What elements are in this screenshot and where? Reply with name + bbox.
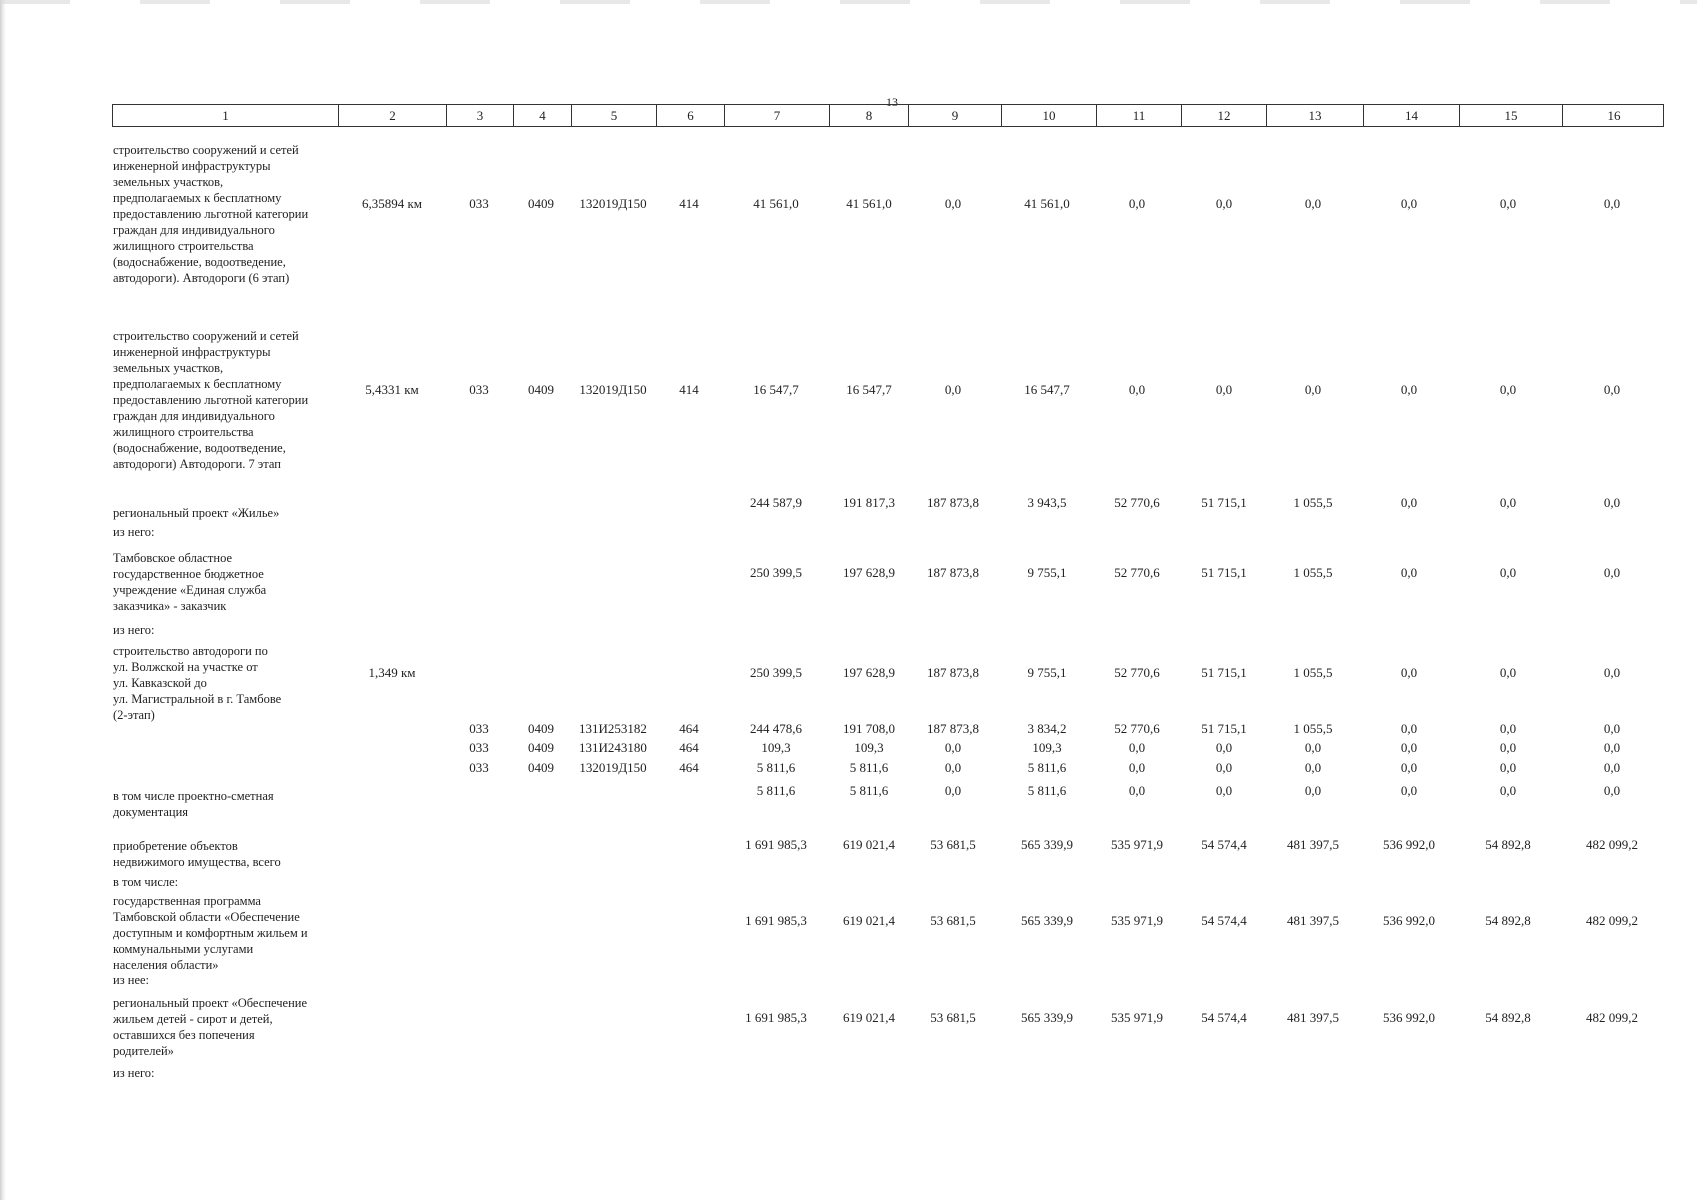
- cell-r5-c8: 197 628,9: [843, 665, 895, 680]
- cell-r3-c12: 51 715,1: [1201, 495, 1247, 510]
- cell-r7-c16: 0,0: [1603, 740, 1621, 755]
- cell-r3-c10: 3 943,5: [1027, 495, 1067, 510]
- row-description-r1: [113, 142, 343, 286]
- cell-r2-c8: 16 547,7: [846, 382, 892, 397]
- cell-r5-c14: 0,0: [1400, 665, 1418, 680]
- cell-r2-c12: 0,0: [1215, 382, 1233, 397]
- cell-r1-c7: 41 561,0: [753, 196, 799, 211]
- cell-r4-c15: 0,0: [1499, 565, 1517, 580]
- cell-r10-c15: 54 892,8: [1485, 837, 1531, 852]
- description-line: ул. Магистральной в г. Тамбове: [113, 692, 282, 706]
- cell-r10-c7: 1 691 985,3: [745, 837, 807, 852]
- cell-r5-c15: 0,0: [1499, 665, 1517, 680]
- cell-r7-c10: 109,3: [1032, 740, 1062, 755]
- cell-r4-c13: 1 055,5: [1293, 565, 1333, 580]
- cell-r5-c16: 0,0: [1603, 665, 1621, 680]
- description-line: автодороги) Автодороги. 7 этап: [113, 457, 281, 471]
- cell-r8-c15: 0,0: [1499, 760, 1517, 775]
- description-line: строительство автодороги по: [113, 644, 268, 658]
- cell-r10-c11: 535 971,9: [1111, 837, 1163, 852]
- cell-r5-c13: 1 055,5: [1293, 665, 1333, 680]
- cell-r10-c10: 565 339,9: [1021, 837, 1073, 852]
- cell-r9-c16: 0,0: [1603, 783, 1621, 798]
- cell-r11-c8: 619 021,4: [843, 913, 895, 928]
- description-line: доступным и комфортным жильем и: [113, 926, 308, 940]
- cell-r7-c11: 0,0: [1128, 740, 1146, 755]
- description-line: государственное бюджетное: [113, 567, 264, 581]
- cell-r11-c10: 565 339,9: [1021, 913, 1073, 928]
- cell-r2-c16: 0,0: [1603, 382, 1621, 397]
- header-cell-9: 9: [908, 105, 1001, 126]
- cell-r2-c10: 16 547,7: [1024, 382, 1070, 397]
- cell-r6-c8: 191 708,0: [843, 721, 895, 736]
- header-cell-8: 8: [829, 105, 908, 126]
- description-line: предоставлению льготной категории: [113, 393, 309, 407]
- cell-r10-c16: 482 099,2: [1586, 837, 1638, 852]
- header-cell-16: 16: [1562, 105, 1665, 126]
- cell-r7-c15: 0,0: [1499, 740, 1517, 755]
- description-line: земельных участков,: [113, 361, 224, 375]
- description-line: строительство сооружений и сетей: [113, 143, 299, 157]
- cell-r5-c10: 9 755,1: [1027, 665, 1067, 680]
- cell-r8-c10: 5 811,6: [1027, 760, 1067, 775]
- cell-r7-c3: 033: [469, 740, 489, 755]
- description-line: Тамбовское областное: [113, 551, 233, 565]
- scan-edge: [0, 0, 6, 1200]
- header-cell-14: 14: [1363, 105, 1459, 126]
- cell-r8-c11: 0,0: [1128, 760, 1146, 775]
- cell-r10-c9: 53 681,5: [930, 837, 976, 852]
- cell-r8-c3: 033: [469, 760, 489, 775]
- cell-r8-c4: 0409: [528, 760, 554, 775]
- cell-r3-c15: 0,0: [1499, 495, 1517, 510]
- cell-r2-c5: 132019Д150: [579, 382, 647, 397]
- row-description-r2: [113, 328, 343, 472]
- cell-r11-c16: 482 099,2: [1586, 913, 1638, 928]
- cell-r9-c7: 5 811,6: [756, 783, 796, 798]
- cell-r3-c16: 0,0: [1603, 495, 1621, 510]
- cell-r7-c12: 0,0: [1215, 740, 1233, 755]
- cell-r12-c13: 481 397,5: [1287, 1010, 1339, 1025]
- cell-r10-c13: 481 397,5: [1287, 837, 1339, 852]
- cell-r4-c16: 0,0: [1603, 565, 1621, 580]
- cell-r2-c9: 0,0: [944, 382, 962, 397]
- cell-r8-c13: 0,0: [1304, 760, 1322, 775]
- description-line: строительство сооружений и сетей: [113, 329, 299, 343]
- description-line: Тамбовской области «Обеспечение: [113, 910, 300, 924]
- cell-r8-c9: 0,0: [944, 760, 962, 775]
- header-cell-7: 7: [724, 105, 829, 126]
- cell-r6-c12: 51 715,1: [1201, 721, 1247, 736]
- cell-r8-c6: 464: [679, 760, 699, 775]
- header-cell-10: 10: [1001, 105, 1096, 126]
- cell-r8-c8: 5 811,6: [849, 760, 889, 775]
- cell-r2-c11: 0,0: [1128, 382, 1146, 397]
- cell-r4-c7: 250 399,5: [750, 565, 802, 580]
- cell-r9-c12: 0,0: [1215, 783, 1233, 798]
- cell-r5-c2: 1,349 км: [368, 665, 416, 680]
- description-line: граждан для индивидуального: [113, 223, 275, 237]
- cell-r12-c10: 565 339,9: [1021, 1010, 1073, 1025]
- description-line: жильем детей - сирот и детей,: [113, 1012, 273, 1026]
- cell-r10-c8: 619 021,4: [843, 837, 895, 852]
- page-number: 13: [886, 95, 898, 109]
- description-line: жилищного строительства: [113, 425, 254, 439]
- cell-r6-c11: 52 770,6: [1114, 721, 1160, 736]
- description-line: (водоснабжение, водоотведение,: [113, 255, 286, 269]
- description-line: коммунальными услугами: [113, 942, 254, 956]
- description-line: инженерной инфраструктуры: [113, 159, 271, 173]
- cell-r1-c13: 0,0: [1304, 196, 1322, 211]
- cell-r1-c4: 0409: [528, 196, 554, 211]
- cell-r12-c11: 535 971,9: [1111, 1010, 1163, 1025]
- cell-r1-c15: 0,0: [1499, 196, 1517, 211]
- header-cell-4: 4: [513, 105, 571, 126]
- cell-r2-c3: 033: [469, 382, 489, 397]
- cell-r1-c16: 0,0: [1603, 196, 1621, 211]
- cell-r3-c7: 244 587,9: [750, 495, 802, 510]
- cell-r1-c8: 41 561,0: [846, 196, 892, 211]
- row-description-r12n: [113, 1065, 343, 1081]
- cell-r1-c6: 414: [679, 196, 699, 211]
- cell-r12-c12: 54 574,4: [1201, 1010, 1247, 1025]
- cell-r1-c5: 132019Д150: [579, 196, 647, 211]
- cell-r9-c9: 0,0: [944, 783, 962, 798]
- cell-r5-c11: 52 770,6: [1114, 665, 1160, 680]
- cell-r12-c7: 1 691 985,3: [745, 1010, 807, 1025]
- description-line: заказчика» - заказчик: [113, 599, 227, 613]
- description-line: автодороги). Автодороги (6 этап): [113, 271, 290, 285]
- cell-r4-c12: 51 715,1: [1201, 565, 1247, 580]
- row-description-r12: [113, 995, 343, 1059]
- row-description-r11n: [113, 972, 343, 988]
- row-description-r4: [113, 550, 343, 614]
- cell-r3-c8: 191 817,3: [843, 495, 895, 510]
- cell-r11-c13: 481 397,5: [1287, 913, 1339, 928]
- cell-r10-c12: 54 574,4: [1201, 837, 1247, 852]
- cell-r11-c14: 536 992,0: [1383, 913, 1435, 928]
- header-cell-13: 13: [1266, 105, 1363, 126]
- cell-r6-c9: 187 873,8: [927, 721, 979, 736]
- header-cell-1: 1: [222, 108, 229, 123]
- cell-r7-c13: 0,0: [1304, 740, 1322, 755]
- description-line: предполагаемых к бесплатному: [113, 377, 282, 391]
- cell-r4-c9: 187 873,8: [927, 565, 979, 580]
- cell-r4-c14: 0,0: [1400, 565, 1418, 580]
- cell-r2-c6: 414: [679, 382, 699, 397]
- cell-r2-c2: 5,4331 км: [365, 382, 419, 397]
- description-line: инженерной инфраструктуры: [113, 345, 271, 359]
- cell-r6-c13: 1 055,5: [1293, 721, 1333, 736]
- cell-r3-c14: 0,0: [1400, 495, 1418, 510]
- description-line: родителей»: [113, 1044, 174, 1058]
- cell-r7-c14: 0,0: [1400, 740, 1418, 755]
- cell-r9-c13: 0,0: [1304, 783, 1322, 798]
- header-cell-5: 5: [571, 105, 656, 126]
- cell-r7-c6: 464: [679, 740, 699, 755]
- cell-r11-c15: 54 892,8: [1485, 913, 1531, 928]
- cell-r1-c11: 0,0: [1128, 196, 1146, 211]
- cell-r9-c10: 5 811,6: [1027, 783, 1067, 798]
- row-description-r11: [113, 893, 343, 973]
- cell-r5-c7: 250 399,5: [750, 665, 802, 680]
- header-cell-12: 12: [1181, 105, 1266, 126]
- cell-r8-c7: 5 811,6: [756, 760, 796, 775]
- cell-r5-c9: 187 873,8: [927, 665, 979, 680]
- cell-r2-c4: 0409: [528, 382, 554, 397]
- cell-r8-c16: 0,0: [1603, 760, 1621, 775]
- row-description-r4n: [113, 622, 343, 638]
- description-line: земельных участков,: [113, 175, 224, 189]
- description-line: ул. Волжской на участке от: [113, 660, 258, 674]
- cell-r1-c12: 0,0: [1215, 196, 1233, 211]
- description-line: (2-этап): [113, 708, 155, 722]
- cell-r7-c5: 131И243180: [579, 740, 647, 755]
- cell-r6-c4: 0409: [528, 721, 554, 736]
- cell-r1-c14: 0,0: [1400, 196, 1418, 211]
- cell-r6-c3: 033: [469, 721, 489, 736]
- cell-r9-c15: 0,0: [1499, 783, 1517, 798]
- description-line: предоставлению льготной категории: [113, 207, 309, 221]
- cell-r9-c11: 0,0: [1128, 783, 1146, 798]
- cell-r4-c11: 52 770,6: [1114, 565, 1160, 580]
- cell-r8-c12: 0,0: [1215, 760, 1233, 775]
- description-line: оставшихся без попечения: [113, 1028, 255, 1042]
- row-description-r9: [113, 788, 343, 820]
- description-line: населения области»: [113, 958, 219, 972]
- description-line: граждан для индивидуального: [113, 409, 275, 423]
- header-cell-3: 3: [446, 105, 513, 126]
- cell-r11-c12: 54 574,4: [1201, 913, 1247, 928]
- cell-r10-c14: 536 992,0: [1383, 837, 1435, 852]
- cell-r4-c8: 197 628,9: [843, 565, 895, 580]
- cell-r12-c15: 54 892,8: [1485, 1010, 1531, 1025]
- description-line: недвижимого имущества, всего: [113, 855, 281, 869]
- cell-r1-c2: 6,35894 км: [361, 196, 423, 211]
- description-line: учреждение «Единая служба: [113, 583, 267, 597]
- description-line: из него:: [113, 525, 155, 539]
- scan-top-noise: [0, 0, 1697, 4]
- cell-r11-c9: 53 681,5: [930, 913, 976, 928]
- table-header-row: [112, 104, 1664, 127]
- cell-r12-c14: 536 992,0: [1383, 1010, 1435, 1025]
- header-cell-11: 11: [1096, 105, 1181, 126]
- row-description-r3n: [113, 524, 343, 540]
- cell-r1-c9: 0,0: [944, 196, 962, 211]
- cell-r6-c14: 0,0: [1400, 721, 1418, 736]
- cell-r2-c15: 0,0: [1499, 382, 1517, 397]
- cell-r4-c10: 9 755,1: [1027, 565, 1067, 580]
- row-description-r10: [113, 838, 343, 870]
- description-line: из него:: [113, 1066, 155, 1080]
- description-line: из нее:: [113, 973, 150, 987]
- description-line: государственная программа: [113, 894, 261, 908]
- cell-r9-c14: 0,0: [1400, 783, 1418, 798]
- cell-r2-c13: 0,0: [1304, 382, 1322, 397]
- header-cell-6: 6: [656, 105, 724, 126]
- cell-r6-c10: 3 834,2: [1027, 721, 1067, 736]
- cell-r7-c8: 109,3: [854, 740, 884, 755]
- cell-r1-c10: 41 561,0: [1024, 196, 1070, 211]
- description-line: ул. Кавказской до: [113, 676, 207, 690]
- description-line: документация: [113, 805, 189, 819]
- cell-r3-c13: 1 055,5: [1293, 495, 1333, 510]
- cell-r3-c9: 187 873,8: [927, 495, 979, 510]
- cell-r12-c9: 53 681,5: [930, 1010, 976, 1025]
- header-cell-2: 2: [338, 105, 446, 126]
- description-line: в том числе:: [113, 875, 179, 889]
- cell-r7-c4: 0409: [528, 740, 554, 755]
- cell-r6-c16: 0,0: [1603, 721, 1621, 736]
- description-line: жилищного строительства: [113, 239, 254, 253]
- description-line: региональный проект «Обеспечение: [113, 996, 308, 1010]
- description-line: региональный проект «Жилье»: [113, 506, 280, 520]
- cell-r8-c5: 132019Д150: [579, 760, 647, 775]
- cell-r6-c15: 0,0: [1499, 721, 1517, 736]
- cell-r12-c8: 619 021,4: [843, 1010, 895, 1025]
- description-line: (водоснабжение, водоотведение,: [113, 441, 286, 455]
- row-description-r10n: [113, 874, 343, 890]
- description-line: в том числе проектно-сметная: [113, 789, 274, 803]
- cell-r1-c3: 033: [469, 196, 489, 211]
- row-description-r3: [113, 505, 343, 521]
- description-line: приобретение объектов: [113, 839, 238, 853]
- cell-r7-c7: 109,3: [761, 740, 791, 755]
- header-cell-15: 15: [1459, 105, 1562, 126]
- cell-r2-c7: 16 547,7: [753, 382, 799, 397]
- cell-r5-c12: 51 715,1: [1201, 665, 1247, 680]
- cell-r11-c11: 535 971,9: [1111, 913, 1163, 928]
- cell-r12-c16: 482 099,2: [1586, 1010, 1638, 1025]
- cell-r7-c9: 0,0: [944, 740, 962, 755]
- description-line: предполагаемых к бесплатному: [113, 191, 282, 205]
- cell-r6-c6: 464: [679, 721, 699, 736]
- description-line: из него:: [113, 623, 155, 637]
- row-description-r5: [113, 643, 343, 723]
- cell-r6-c7: 244 478,6: [750, 721, 802, 736]
- cell-r8-c14: 0,0: [1400, 760, 1418, 775]
- cell-r3-c11: 52 770,6: [1114, 495, 1160, 510]
- cell-r11-c7: 1 691 985,3: [745, 913, 807, 928]
- cell-r2-c14: 0,0: [1400, 382, 1418, 397]
- cell-r6-c5: 131И253182: [579, 721, 647, 736]
- cell-r9-c8: 5 811,6: [849, 783, 889, 798]
